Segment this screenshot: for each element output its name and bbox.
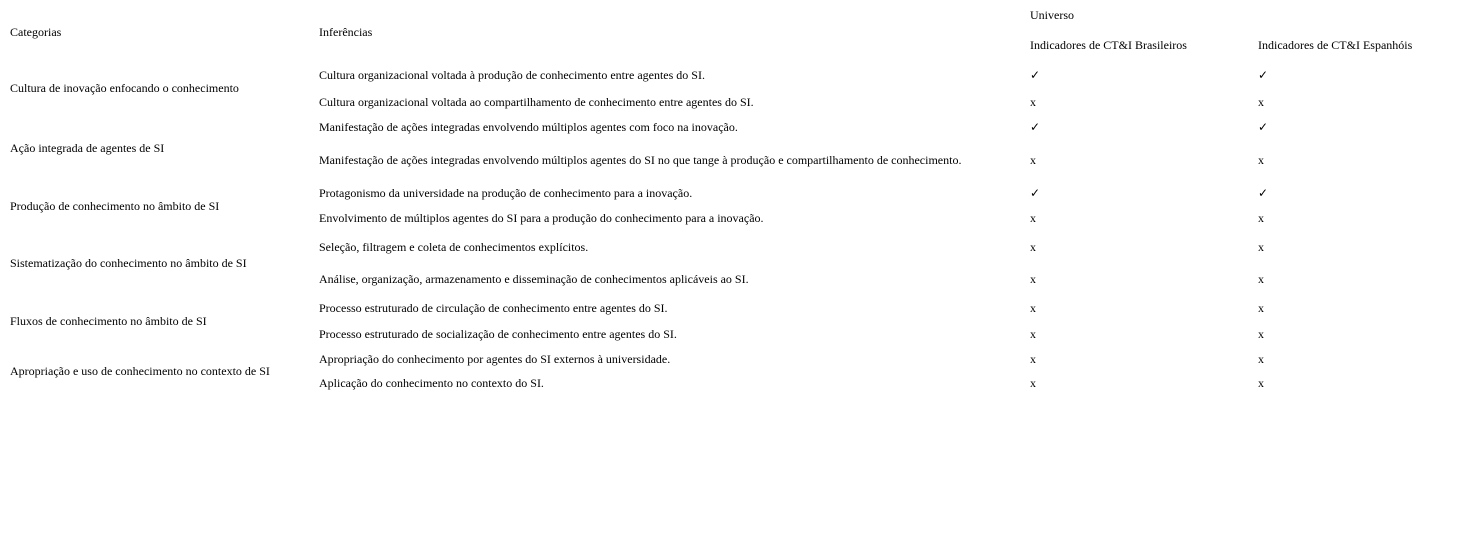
table-row bbox=[5, 347, 1465, 371]
br-mark: x bbox=[1030, 351, 1036, 366]
header-universe: Universo bbox=[1030, 8, 1074, 22]
es-mark: x bbox=[1258, 351, 1264, 366]
table-row bbox=[5, 295, 1465, 321]
category-cell: Cultura de inovação enfocando o conhecimento bbox=[10, 81, 239, 95]
inference-cell: Manifestação de ações integradas envolvendo múltiplos agentes com foco na inovação. bbox=[319, 119, 738, 134]
es-mark: x bbox=[1258, 210, 1264, 225]
table-row bbox=[5, 62, 1465, 89]
es-mark: x bbox=[1258, 94, 1264, 109]
br-mark: x bbox=[1030, 94, 1036, 109]
header-row-top bbox=[5, 3, 1465, 28]
es-mark: x bbox=[1258, 326, 1264, 341]
table-row bbox=[5, 115, 1465, 139]
table-row bbox=[5, 181, 1465, 205]
category-cell: Produção de conhecimento no âmbito de SI bbox=[10, 198, 220, 213]
inference-cell: Aplicação do conhecimento no contexto do SI. bbox=[319, 375, 544, 390]
header-inferences: Inferências bbox=[319, 25, 373, 39]
br-mark: ✓ bbox=[1030, 119, 1041, 134]
header-col-es: Indicadores de CT&I Espanhóis bbox=[1258, 37, 1413, 52]
br-mark: x bbox=[1030, 210, 1036, 225]
inference-cell: Envolvimento de múltiplos agentes do SI para a produção do conhecimento para a inovação. bbox=[319, 210, 764, 225]
comparison-table bbox=[5, 3, 1465, 395]
es-mark: ✓ bbox=[1258, 185, 1269, 200]
es-mark: x bbox=[1258, 300, 1264, 315]
es-mark: ✓ bbox=[1258, 68, 1269, 82]
br-mark: x bbox=[1030, 300, 1036, 315]
inference-cell: Manifestação de ações integradas envolvendo múltiplos agentes do SI no que tange à produção e compartilhamento de conhecimento. bbox=[319, 152, 962, 167]
es-mark: x bbox=[1258, 239, 1264, 254]
br-mark: x bbox=[1030, 326, 1036, 341]
category-cell: Fluxos de conhecimento no âmbito de SI bbox=[10, 313, 207, 328]
br-mark: x bbox=[1030, 152, 1036, 167]
inference-cell: Protagonismo da universidade na produção de conhecimento para a inovação. bbox=[319, 185, 693, 200]
inference-cell: Cultura organizacional voltada ao compartilhamento de conhecimento entre agentes do SI. bbox=[319, 94, 754, 109]
es-mark: ✓ bbox=[1258, 119, 1269, 134]
header-categories: Categorias bbox=[10, 25, 62, 39]
es-mark: x bbox=[1258, 271, 1264, 286]
br-mark: ✓ bbox=[1030, 68, 1041, 82]
br-mark: x bbox=[1030, 271, 1036, 286]
inference-cell: Apropriação do conhecimento por agentes do SI externos à universidade. bbox=[319, 351, 671, 366]
header-col-br: Indicadores de CT&I Brasileiros bbox=[1030, 37, 1187, 52]
br-mark: x bbox=[1030, 375, 1036, 390]
table-row bbox=[5, 231, 1465, 263]
es-mark: x bbox=[1258, 375, 1264, 390]
inference-cell: Processo estruturado de socialização de conhecimento entre agentes do SI. bbox=[319, 326, 677, 341]
inference-cell: Análise, organização, armazenamento e disseminação de conhecimentos aplicáveis ao SI. bbox=[319, 271, 749, 286]
category-cell: Sistematização do conhecimento no âmbito de SI bbox=[10, 255, 247, 270]
inference-cell: Seleção, filtragem e coleta de conhecimentos explícitos. bbox=[319, 239, 589, 254]
category-cell: Apropriação e uso de conhecimento no contexto de SI bbox=[10, 363, 270, 378]
es-mark: x bbox=[1258, 152, 1264, 167]
br-mark: ✓ bbox=[1030, 185, 1041, 200]
br-mark: x bbox=[1030, 239, 1036, 254]
inference-cell: Cultura organizacional voltada à produção de conhecimento entre agentes do SI. bbox=[319, 68, 705, 82]
category-cell: Ação integrada de agentes de SI bbox=[10, 140, 165, 155]
inference-cell: Processo estruturado de circulação de conhecimento entre agentes do SI. bbox=[319, 300, 668, 315]
